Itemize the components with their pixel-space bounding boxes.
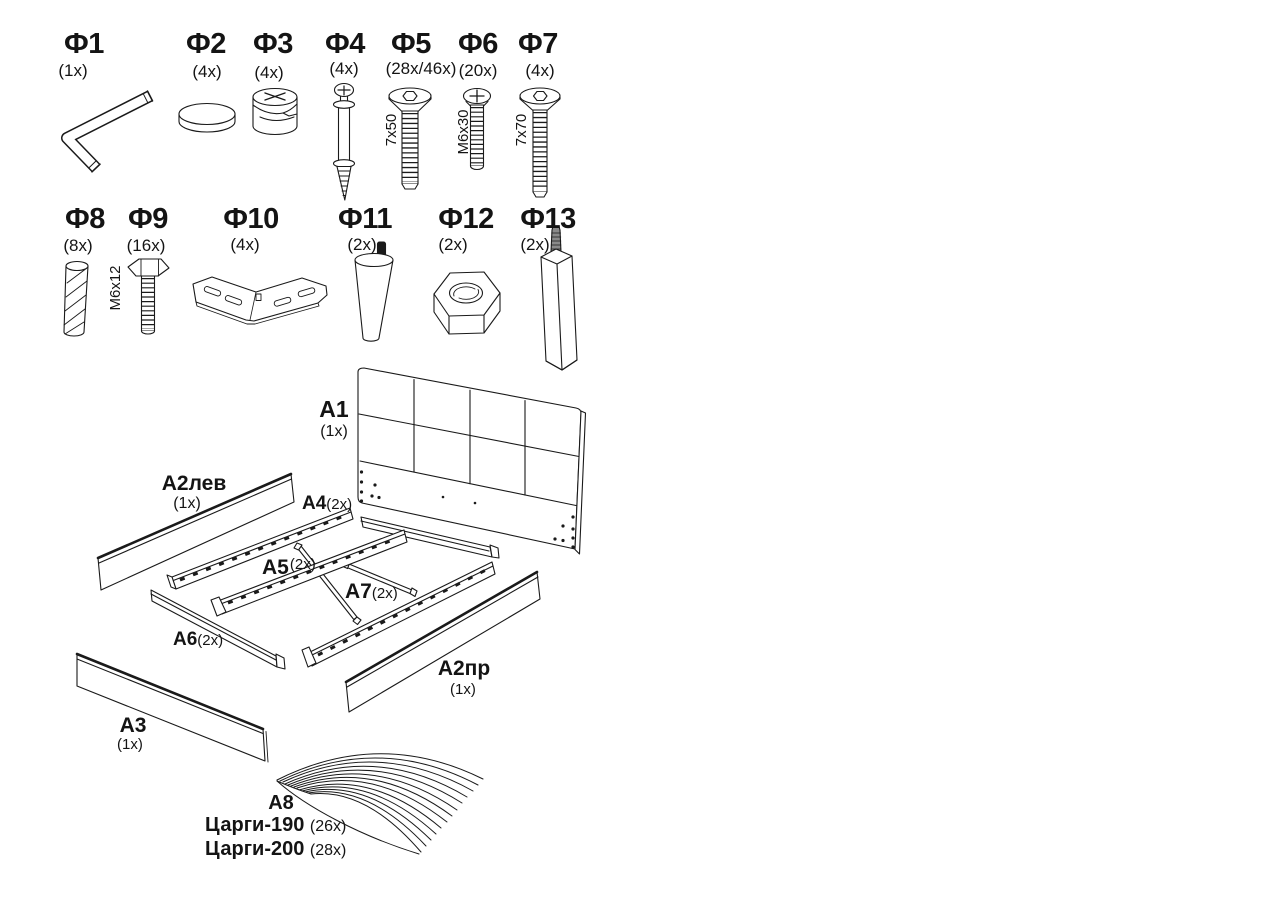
cam-bolt-icon <box>334 84 355 201</box>
hw-f13-count: (2x) <box>520 235 550 254</box>
part-a8-line1: Царги-190 (26x) <box>205 814 347 836</box>
hw-f3-count: (4x) <box>254 63 284 82</box>
part-a3-id: A3 <box>119 714 147 737</box>
part-a4-label: A4(2x) <box>302 493 353 514</box>
hw-f2-count: (4x) <box>192 62 222 81</box>
metal-bracket-icon <box>193 277 327 324</box>
hw-f4-id: Ф4 <box>325 28 365 60</box>
hw-f12-count: (2x) <box>438 235 468 254</box>
part-a2pr-id: А2пр <box>437 657 491 680</box>
part-a8-line2: Царги-200 (28x) <box>205 838 347 860</box>
hw-f1-count: (1x) <box>58 61 88 80</box>
part-a2lev-id: А2лев <box>161 472 227 495</box>
hw-f6-size: M6x30 <box>455 109 472 155</box>
hw-f5-size: 7x50 <box>383 113 400 147</box>
part-a8-id: A8 <box>268 792 294 814</box>
part-a1-count: (1x) <box>320 423 348 440</box>
hw-f11-count: (2x) <box>347 235 377 254</box>
cover-cap-icon <box>179 104 235 133</box>
hw-f8-count: (8x) <box>63 236 93 255</box>
hw-f10-id: Ф10 <box>223 203 279 235</box>
hw-f8-id: Ф8 <box>65 203 105 235</box>
round-leg-icon <box>355 242 393 341</box>
hw-f3-id: Ф3 <box>253 28 293 60</box>
hw-f5-id: Ф5 <box>391 28 431 60</box>
hex-bolt-m6x12-icon <box>128 259 169 334</box>
cam-lock-icon <box>253 89 297 135</box>
hw-f5-count: (28x/46x) <box>385 59 457 78</box>
hw-f7-count: (4x) <box>525 61 555 80</box>
hw-f6-count: (20x) <box>458 61 498 80</box>
wood-dowel-icon <box>64 262 88 337</box>
front-panel-a3-drawing <box>77 654 268 762</box>
part-a2lev-count: (1x) <box>173 495 201 512</box>
hw-f11-id: Ф11 <box>338 203 392 235</box>
hw-f9-count: (16x) <box>126 236 166 255</box>
hex-nut-icon <box>434 272 500 334</box>
part-a3-count: (1x) <box>117 736 143 753</box>
hw-f13-id: Ф13 <box>520 203 576 235</box>
hw-f1-id: Ф1 <box>64 28 104 60</box>
part-a5-label: A5(2x) <box>262 556 316 579</box>
hw-f12-id: Ф12 <box>438 203 494 235</box>
hw-f9-size: M6x12 <box>107 265 124 311</box>
part-a7-label: A7(2x) <box>345 580 398 603</box>
allen-key-icon <box>67 91 153 172</box>
part-a2pr-count: (1x) <box>450 681 476 698</box>
hw-f4-count: (4x) <box>329 59 359 78</box>
hw-f7-id: Ф7 <box>518 28 558 60</box>
hw-f7-size: 7x70 <box>513 113 530 147</box>
hw-f2-id: Ф2 <box>186 28 226 60</box>
part-a6-label: A6(2x) <box>173 629 224 650</box>
part-a1-id: A1 <box>319 396 349 422</box>
hw-f9-id: Ф9 <box>128 203 168 235</box>
hw-f6-id: Ф6 <box>458 28 498 60</box>
hw-f10-count: (4x) <box>230 235 260 254</box>
